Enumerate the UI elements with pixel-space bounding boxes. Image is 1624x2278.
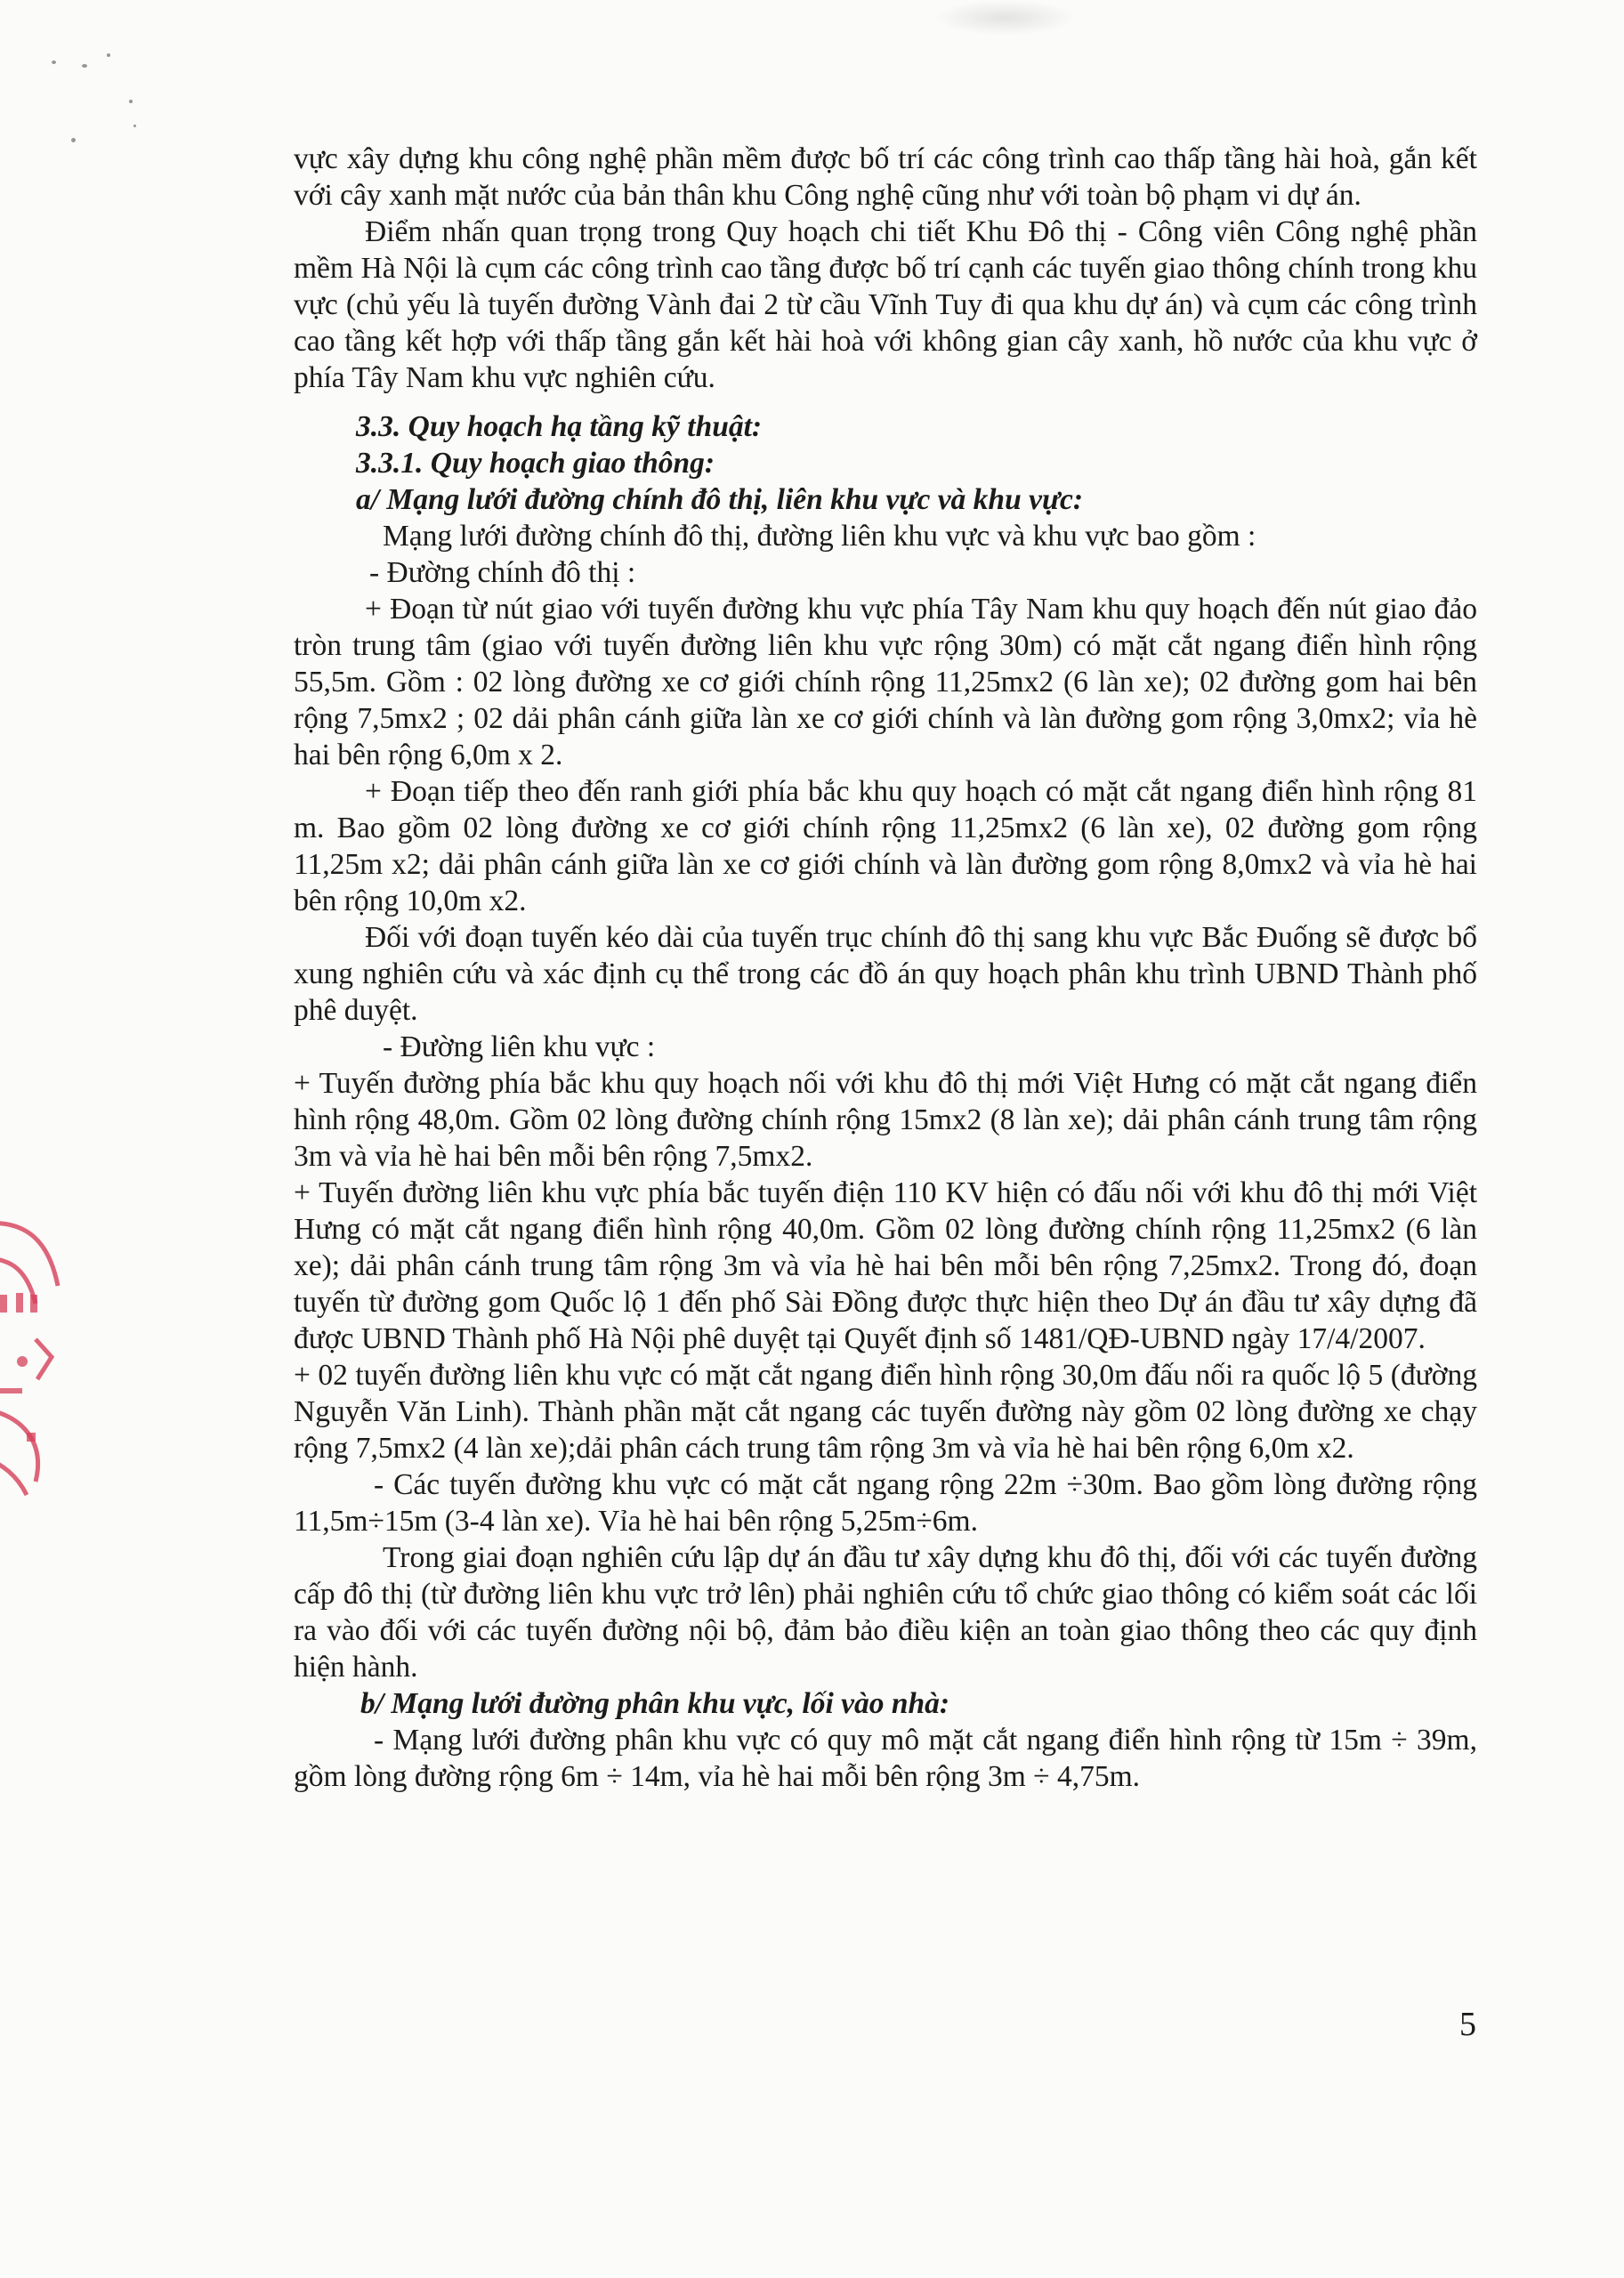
scan-speck xyxy=(71,138,76,142)
list-item: + 02 tuyến đường liên khu vực có mặt cắt ngang điển hình rộng 30,0m đấu nối ra quốc lộ 5 (đường Nguyễn Văn Linh). Thành phần mặt cắt ngang các tuyến đường này gồm 02 lòng đường xe chạy rộng 7,5mx2 (4 làn xe);dải phân cách trung tâm rộng 3m và vỉa hè hai bên rộng 6,0m x2. xyxy=(294,1359,1477,1465)
scan-speck xyxy=(129,100,133,103)
paragraph-focal-point: Điểm nhấn quan trọng trong Quy hoạch chi tiết Khu Đô thị - Công viên Công nghệ phần mềm Hà Nội là cụm các công trình cao tầng được bố trí cạnh các tuyến giao thông chính trong khu vực (chủ yếu là tuyến đường Vành đai 2 từ cầu Vĩnh Tuy đi qua khu dự án) và cụm các công trình cao tầng kết hợp với thấp tầng gắn kết hài hoà với không gian cây xanh, hồ nước của khu vực ở phía Tây Nam khu vực nghiên cứu. xyxy=(294,215,1477,394)
list-label: - Đường chính đô thị : xyxy=(369,556,636,589)
section-heading: 3.3. Quy hoạch hạ tầng kỹ thuật: xyxy=(356,410,763,443)
list-item: - Các tuyến đường khu vực có mặt cắt ngang rộng 22m ÷30m. Bao gồm lòng đường rộng 11,5m÷15m (3-4 làn xe). Vỉa hè hai bên rộng 5,25m÷6m. xyxy=(294,1468,1477,1538)
paragraph-note: Trong giai đoạn nghiên cứu lập dự án đầu tư xây dựng khu đô thị, đối với các tuyến đường cấp đô thị (từ đường liên khu vực trở lên) phải nghiên cứu tổ chức giao thông có kiểm soát các lối ra vào đối với các tuyến đường nội bộ, đảm bảo điều kiện an toàn giao thông theo các quy định hiện hành. xyxy=(294,1541,1477,1684)
list-item: - Mạng lưới đường phân khu vực có quy mô mặt cắt ngang điển hình rộng từ 15m ÷ 39m, gồm lòng đường rộng 6m ÷ 14m, vỉa hè hai mỗi bên rộng 3m ÷ 4,75m. xyxy=(294,1724,1477,1793)
list-item: + Tuyến đường phía bắc khu quy hoạch nối với khu đô thị mới Việt Hưng có mặt cắt ngang điển hình rộng 48,0m. Gồm 02 lòng đường chính rộng 15mx2 (8 làn xe); dải phân cánh trung tâm rộng 3m và vỉa hè hai bên mỗi bên rộng 7,5mx2. xyxy=(294,1067,1477,1173)
paragraph-continuation: vực xây dựng khu công nghệ phần mềm được bố trí các công trình cao thấp tầng hài hoà, gắn kết với cây xanh mặt nước của bản thân khu Công nghệ cũng như với toàn bộ phạm vi dự án. xyxy=(294,142,1477,212)
item-heading: b/ Mạng lưới đường phân khu vực, lối vào nhà: xyxy=(360,1687,950,1720)
list-label: - Đường liên khu vực : xyxy=(383,1030,656,1063)
scan-speck xyxy=(52,61,56,64)
scan-speck xyxy=(82,64,87,68)
list-item: + Đoạn từ nút giao với tuyến đường khu vực phía Tây Nam khu quy hoạch đến nút giao đảo tròn trung tâm (giao với tuyến đường liên khu vực rộng 30m) có mặt cắt ngang điển hình rộng 55,5m. Gồm : 02 lòng đường xe cơ giới chính rộng 11,25mx2 (6 làn xe); 02 đường gom hai bên rộng 7,5mx2 ; 02 dải phân cánh giữa làn xe cơ giới chính và làn đường gom rộng 3,0mx2; vỉa hè hai bên rộng 6,0m x 2. xyxy=(294,593,1477,771)
document-body xyxy=(294,141,1477,1795)
paragraph-intro: Mạng lưới đường chính đô thị, đường liên khu vực và khu vực bao gồm : xyxy=(383,520,1256,553)
scan-speck xyxy=(107,53,110,57)
paragraph-note: Đối với đoạn tuyến kéo dài của tuyến trục chính đô thị sang khu vực Bắc Đuống sẽ được bổ xung nghiên cứu và xác định cụ thể trong các đồ án quy hoạch phân khu trình UBND Thành phố phê duyệt. xyxy=(294,921,1477,1027)
header-smudge xyxy=(934,0,1077,36)
item-heading: a/ Mạng lưới đường chính đô thị, liên khu vực và khu vực: xyxy=(356,483,1084,516)
red-stamp-fragment xyxy=(0,1206,71,1499)
list-item: + Tuyến đường liên khu vực phía bắc tuyến điện 110 KV hiện có đấu nối với khu đô thị mới Việt Hưng có mặt cắt ngang điển hình rộng 40,0m. Gồm 02 lòng đường chính rộng 11,25mx2 (6 làn xe); dải phân cánh trung tâm rộng 3m và vỉa hè hai bên mỗi bên rộng 7,25mx2. Trong đó, đoạn tuyến từ đường gom Quốc lộ 1 đến phố Sài Đồng được thực hiện theo Dự án đầu tư xây dựng đã được UBND Thành phố Hà Nội phê duyệt tại Quyết định số 1481/QĐ-UBND ngày 17/4/2007. xyxy=(294,1176,1477,1355)
subsection-heading: 3.3.1. Quy hoạch giao thông: xyxy=(356,447,715,480)
page-number: 5 xyxy=(1459,2006,1476,2043)
list-item: + Đoạn tiếp theo đến ranh giới phía bắc khu quy hoạch có mặt cắt ngang điển hình rộng 81 m. Bao gồm 02 lòng đường xe cơ giới chính rộng 11,25mx2 (6 làn xe), 02 đường gom rộng 11,25m x2; dải phân cánh giữa làn xe cơ giới chính và làn đường gom rộng 8,0mx2 và vỉa hè hai bên rộng 10,0m x2. xyxy=(294,775,1477,917)
scan-speck xyxy=(133,125,136,127)
